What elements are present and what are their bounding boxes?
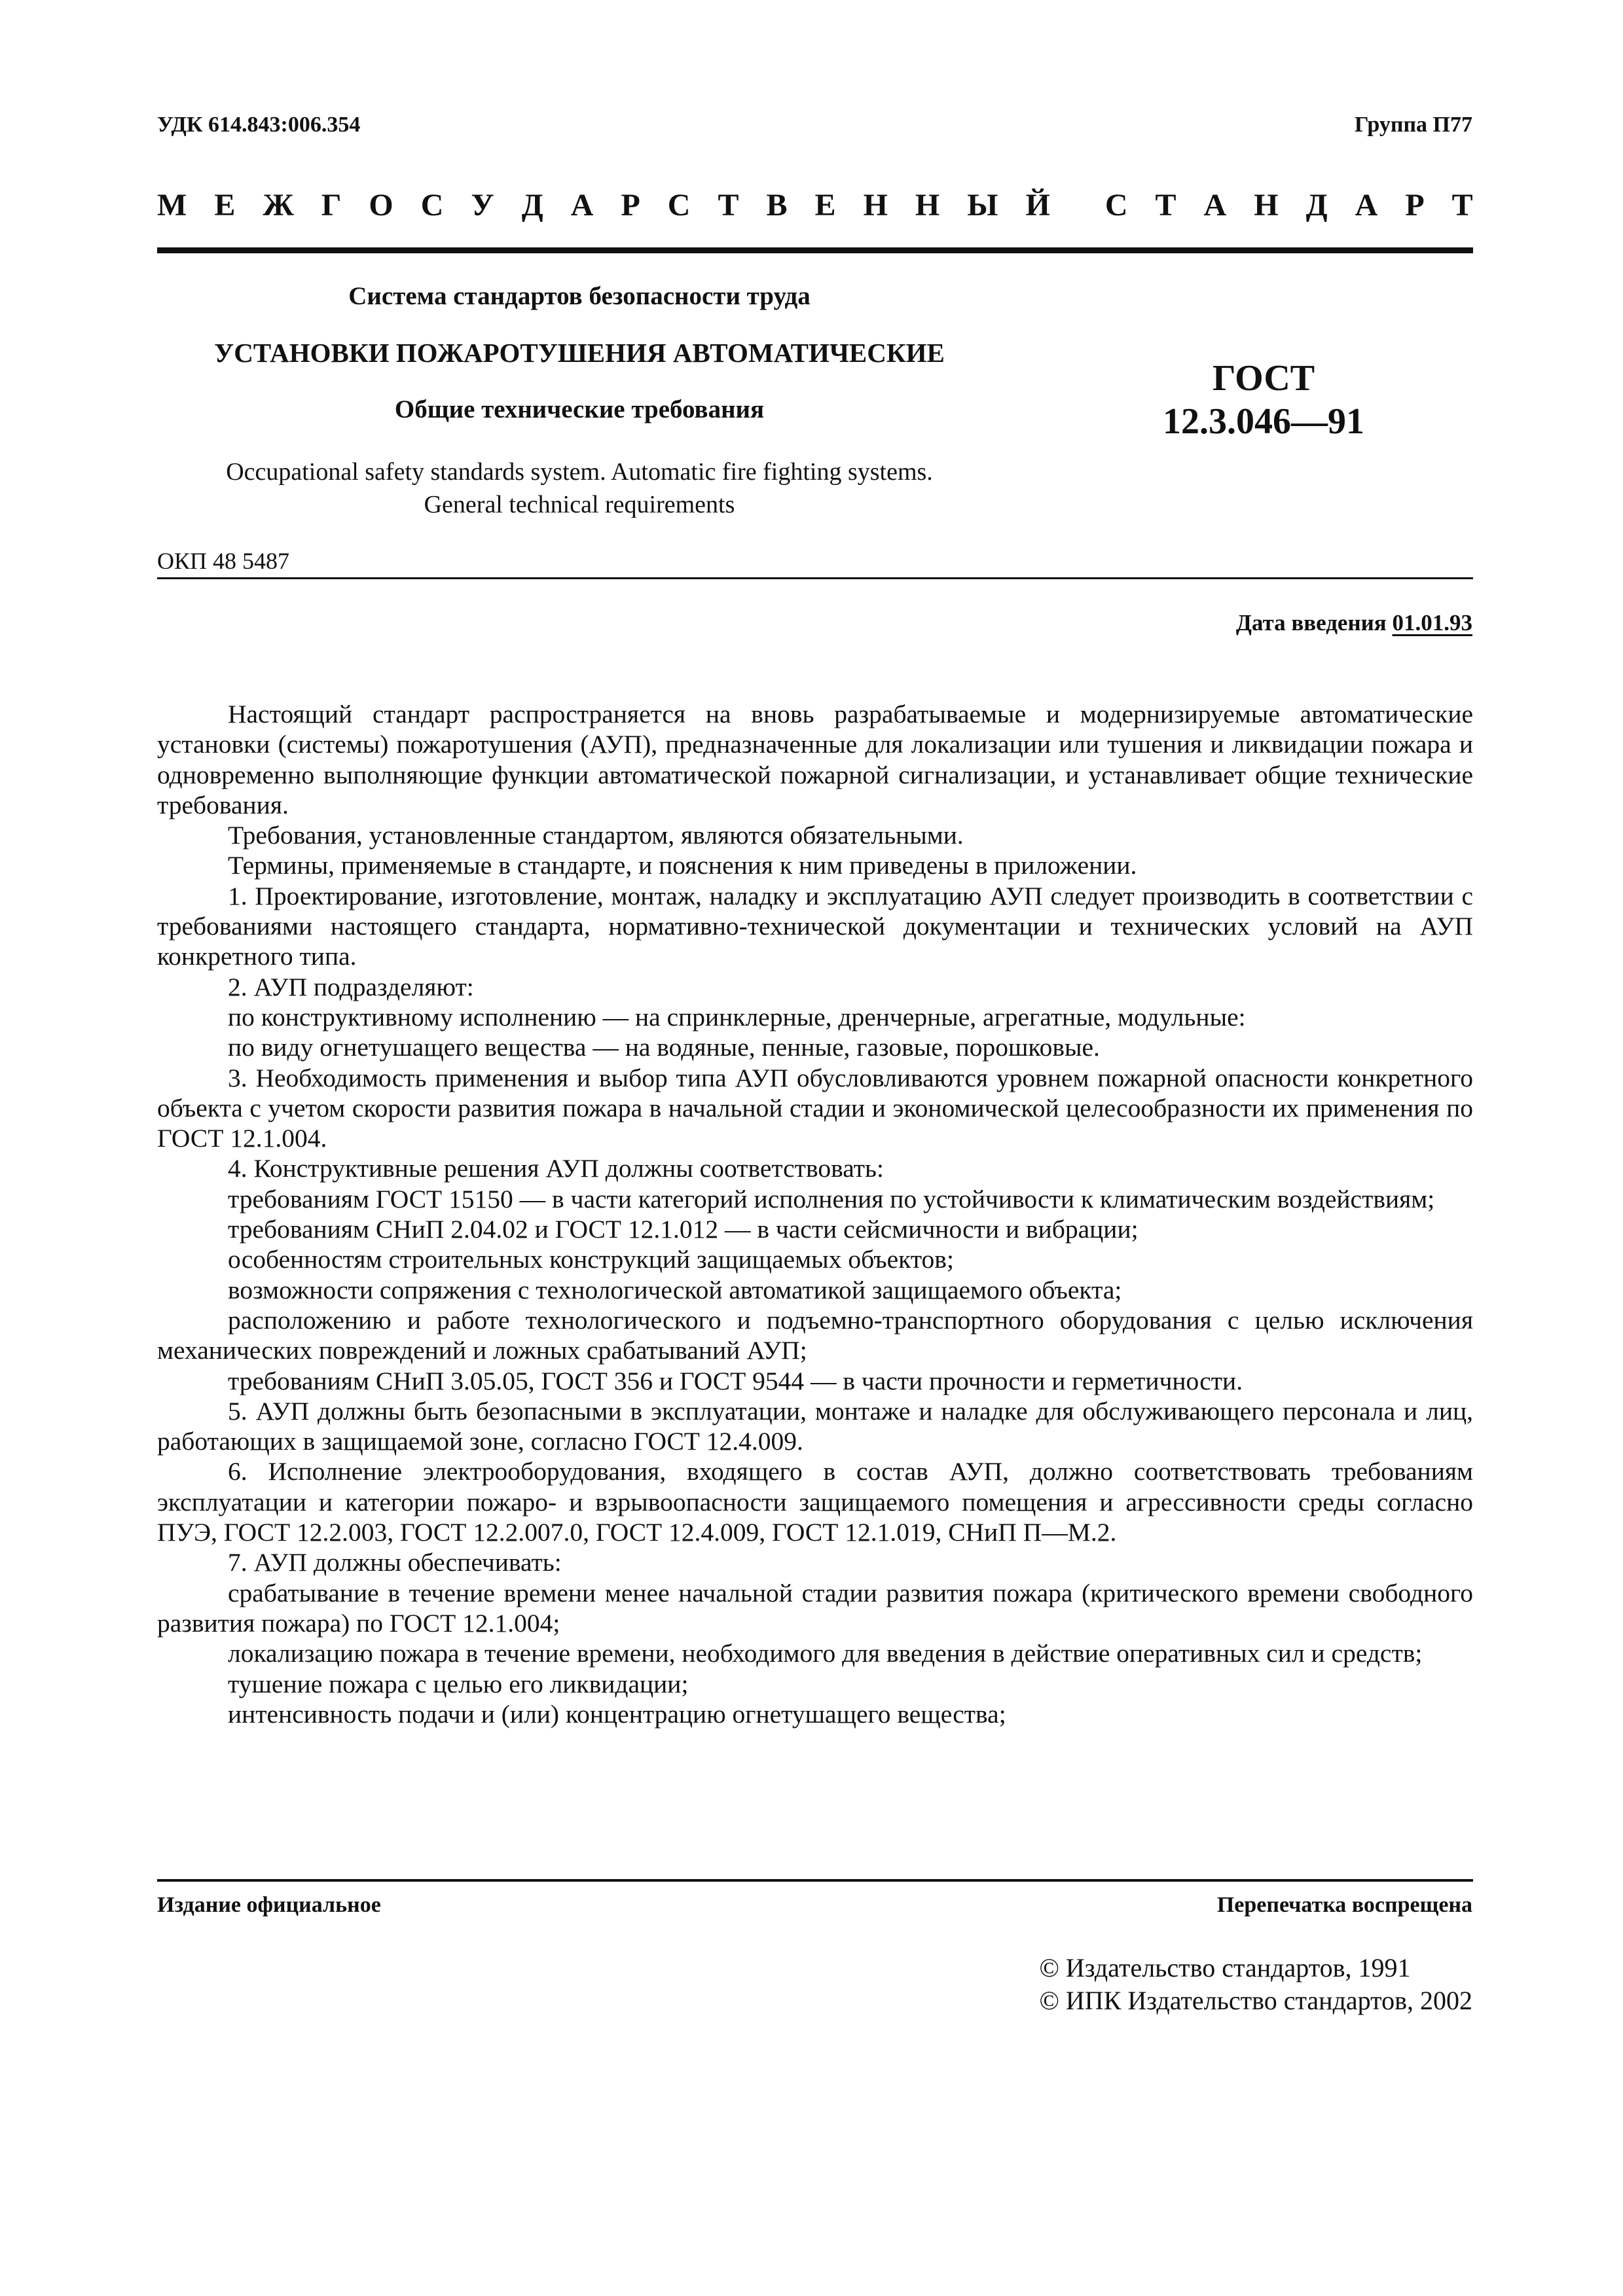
banner-letter: Н xyxy=(1254,188,1279,223)
body-paragraph: требованиям ГОСТ 15150 — в части категорий исполнения по устойчивости к климатическим воздействиям; xyxy=(228,1184,1435,1213)
banner-letter: А xyxy=(1203,188,1227,223)
body-paragraph: 2. АУП подразделяют: xyxy=(228,972,474,1001)
banner-letter: Д xyxy=(521,188,543,223)
banner-letter: Н xyxy=(915,188,940,223)
body-paragraph: расположению и работе технологического и подъемно-транспортного оборудования с целью исключения механических повреждений и ложных срабатываний АУП; xyxy=(157,1305,1473,1365)
banner-letter: Р xyxy=(621,188,640,223)
copyright-line-1: © Издательство стандартов, 1991 xyxy=(1039,1953,1411,1982)
banner-letter: Й xyxy=(1025,188,1050,223)
banner-letter: Е xyxy=(214,188,236,223)
udk-code: УДК 614.843:006.354 xyxy=(157,113,361,137)
banner-letter: Т xyxy=(1451,188,1473,223)
body-paragraph: особенностям строительных конструкций защищаемых объектов; xyxy=(228,1245,954,1274)
banner-letter: В xyxy=(766,188,788,223)
introduction-date-value: 01.01.93 xyxy=(1392,610,1472,636)
banner-letter: М xyxy=(157,188,187,223)
footer-rule xyxy=(157,1879,1473,1882)
gost-code: 12.3.046—91 xyxy=(1163,401,1364,442)
body-paragraph: срабатывание в течение времени менее начальной стадии развития пожара (критического времени свободного развития пожара) по ГОСТ 12.1.004; xyxy=(157,1578,1473,1638)
banner-letter: Т xyxy=(1155,188,1176,223)
okp-code: ОКП 48 5487 xyxy=(157,548,290,574)
banner-letter: Ы xyxy=(967,188,998,223)
english-title-line1: Occupational safety standards system. Automatic fire fighting systems. xyxy=(226,458,933,486)
english-title xyxy=(157,456,1002,521)
banner-letter: О xyxy=(369,188,393,223)
banner-letter: С xyxy=(420,188,444,223)
document-subtitle: Общие технические требования xyxy=(394,395,765,423)
document-body xyxy=(157,699,1473,1729)
okp-rule xyxy=(157,577,1473,579)
body-paragraph: 6. Исполнение электрооборудования, входящего в состав АУП, должно соответствовать требованиям эксплуатации и категории пожаро- и взрывоопасности защищаемого помещения и агрессивности среды согласно ПУЭ, ГОСТ 12.2.003, ГОСТ 12.2.007.0, ГОСТ 12.4.009, ГОСТ 12.1.019, СНиП П—М.2. xyxy=(157,1457,1473,1547)
body-paragraph: 5. АУП должны быть безопасными в эксплуатации, монтаже и наладке для обслуживающего персонала и лиц, работающих в защищаемой зоне, согласно ГОСТ 12.4.009. xyxy=(157,1396,1473,1456)
banner-letter: А xyxy=(1355,188,1378,223)
body-paragraph: интенсивность подачи и (или) концентрацию огнетушащего вещества; xyxy=(228,1699,1006,1729)
banner-letter: Р xyxy=(1405,188,1425,223)
copyright-line-2: © ИПК Издательство стандартов, 2002 xyxy=(1039,1986,1472,2015)
body-paragraph: локализацию пожара в течение времени, необходимого для введения в действие оперативных сил и средств; xyxy=(228,1639,1423,1668)
banner-letter: Т xyxy=(718,188,739,223)
reprint-prohibited: Перепечатка воспрещена xyxy=(1216,1893,1472,1917)
body-paragraph: Требования, установленные стандартом, являются обязательными. xyxy=(228,821,964,850)
interstate-standard-banner xyxy=(157,187,1473,223)
body-paragraph: 4. Конструктивные решения АУП должны соответствовать: xyxy=(228,1154,884,1183)
introduction-date-label: Дата введения xyxy=(1235,610,1387,636)
introduction-date xyxy=(1236,610,1472,636)
header-rule xyxy=(157,247,1473,253)
banner-letter: У xyxy=(471,188,494,223)
body-paragraph: 3. Необходимость применения и выбор типа АУП обусловливаются уровнем пожарной опасности конкретного объекта с учетом скорости развития пожара в начальной стадии и экономической целесообразности их применения по ГОСТ 12.1.004. xyxy=(157,1063,1473,1153)
body-paragraph: по конструктивному исполнению — на спринклерные, дренчерные, агрегатные, модульные: xyxy=(228,1002,1246,1031)
gost-label: ГОСТ xyxy=(1212,358,1315,399)
banner-letter: С xyxy=(667,188,691,223)
gost-number xyxy=(1100,357,1427,443)
banner-letter: Е xyxy=(814,188,836,223)
body-paragraph: Настоящий стандарт распространяется на вновь разрабатываемые и модернизируемые автоматические установки (системы) пожаротушения (АУП), предназначенные для локализации или тушения и ликвидации пожара и одновременно выполняющие функции автоматической пожарной сигнализации, и устанавливает общие технические требования. xyxy=(157,700,1473,819)
body-paragraph: 1. Проектирование, изготовление, монтаж, наладку и эксплуатацию АУП следует производить в соответствии с требованиями настоящего стандарта, нормативно-технической документации и технических условий на АУП конкретного типа. xyxy=(157,881,1473,971)
standards-series: Система стандартов безопасности труда xyxy=(348,282,811,310)
body-paragraph: требованиям СНиП 2.04.02 и ГОСТ 12.1.012 — в части сейсмичности и вибрации; xyxy=(228,1215,1139,1244)
banner-letter: Н xyxy=(863,188,888,223)
banner-letter: Ж xyxy=(263,188,294,223)
copyright-block xyxy=(1040,1952,1472,2017)
banner-letter: А xyxy=(570,188,594,223)
english-title-line2: General technical requirements xyxy=(424,491,735,518)
banner-letter: Д xyxy=(1305,188,1328,223)
body-paragraph: 7. АУП должны обеспечивать: xyxy=(228,1548,562,1577)
banner-letter: Г xyxy=(321,188,342,223)
body-paragraph: Термины, применяемые в стандарте, и пояснения к ним приведены в приложении. xyxy=(228,851,1137,880)
body-paragraph: тушение пожара с целью его ликвидации; xyxy=(228,1669,689,1698)
document-title: УСТАНОВКИ ПОЖАРОТУШЕНИЯ АВТОМАТИЧЕСКИЕ xyxy=(214,338,945,368)
banner-letter: С xyxy=(1104,188,1128,223)
body-paragraph: возможности сопряжения с технологической автоматикой защищаемого объекта; xyxy=(228,1275,1122,1304)
official-edition: Издание официальное xyxy=(157,1893,381,1917)
group-code: Группа П77 xyxy=(1354,113,1472,137)
body-paragraph: по виду огнетушащего вещества — на водяные, пенные, газовые, порошковые. xyxy=(228,1033,1100,1062)
body-paragraph: требованиям СНиП 3.05.05, ГОСТ 356 и ГОСТ 9544 — в части прочности и герметичности. xyxy=(228,1366,1243,1395)
